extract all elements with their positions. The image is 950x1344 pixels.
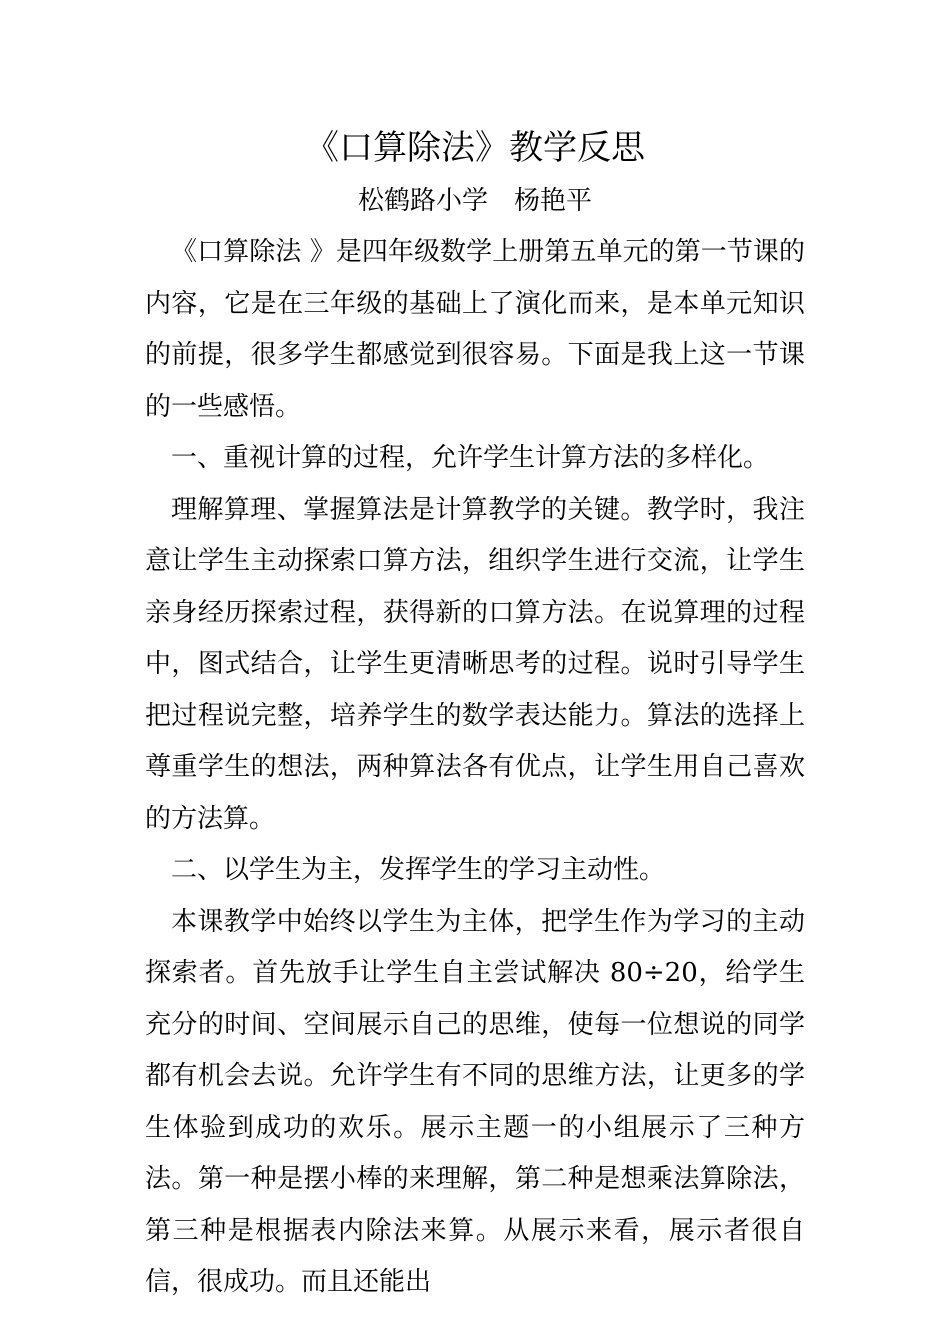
paragraph-intro: 《口算除法 》是四年级数学上册第五单元的第一节课的内容，它是在三年级的基础上了演化而来，是本单元知识的前提，很多学生都感觉到很容易。下面是我上这一节课的一些感悟。	[145, 237, 805, 422]
section-heading-2: 二、以学生为主，发挥学生的学习主动性。	[171, 855, 666, 885]
paragraph-section-1: 理解算理、掌握算法是计算教学的关键。教学时，我注意让学生主动探索口算方法，组织学生进行交流，让学生亲身经历探索过程，获得新的口算方法。在说算理的过程中，图式结合，让学生更清晰思考的过程。说时引导学生把过程说完整，培养学生的数学表达能力。算法的选择上尊重学生的想法，两种算法各有优点，让学生用自己喜欢的方法算。	[145, 494, 805, 834]
document-title: 《口算除法》教学反思	[305, 128, 645, 168]
section-heading-1: 一、重视计算的过程，允许学生计算方法的多样化。	[171, 443, 770, 473]
author-line: 松鹤路小学 杨艳平	[357, 186, 592, 216]
paragraph-section-2: 本课教学中始终以学生为主体，把学生作为学习的主动探索者。首先放手让学生自主尝试解决 80÷20，给学生充分的时间、空间展示自己的思维，使每一位想说的同学都有机会去说。允许学生有不同的思维方法，让更多的学生体验到成功的欢乐。展示主题一的小组展示了三种方法。第一种是摆小棒的来理解，第二种是想乘法算除法，第三种是根据表内除法来算。从展示来看，展示者很自信，很成功。而且还能出	[145, 906, 805, 1297]
document-body	[145, 227, 805, 1309]
